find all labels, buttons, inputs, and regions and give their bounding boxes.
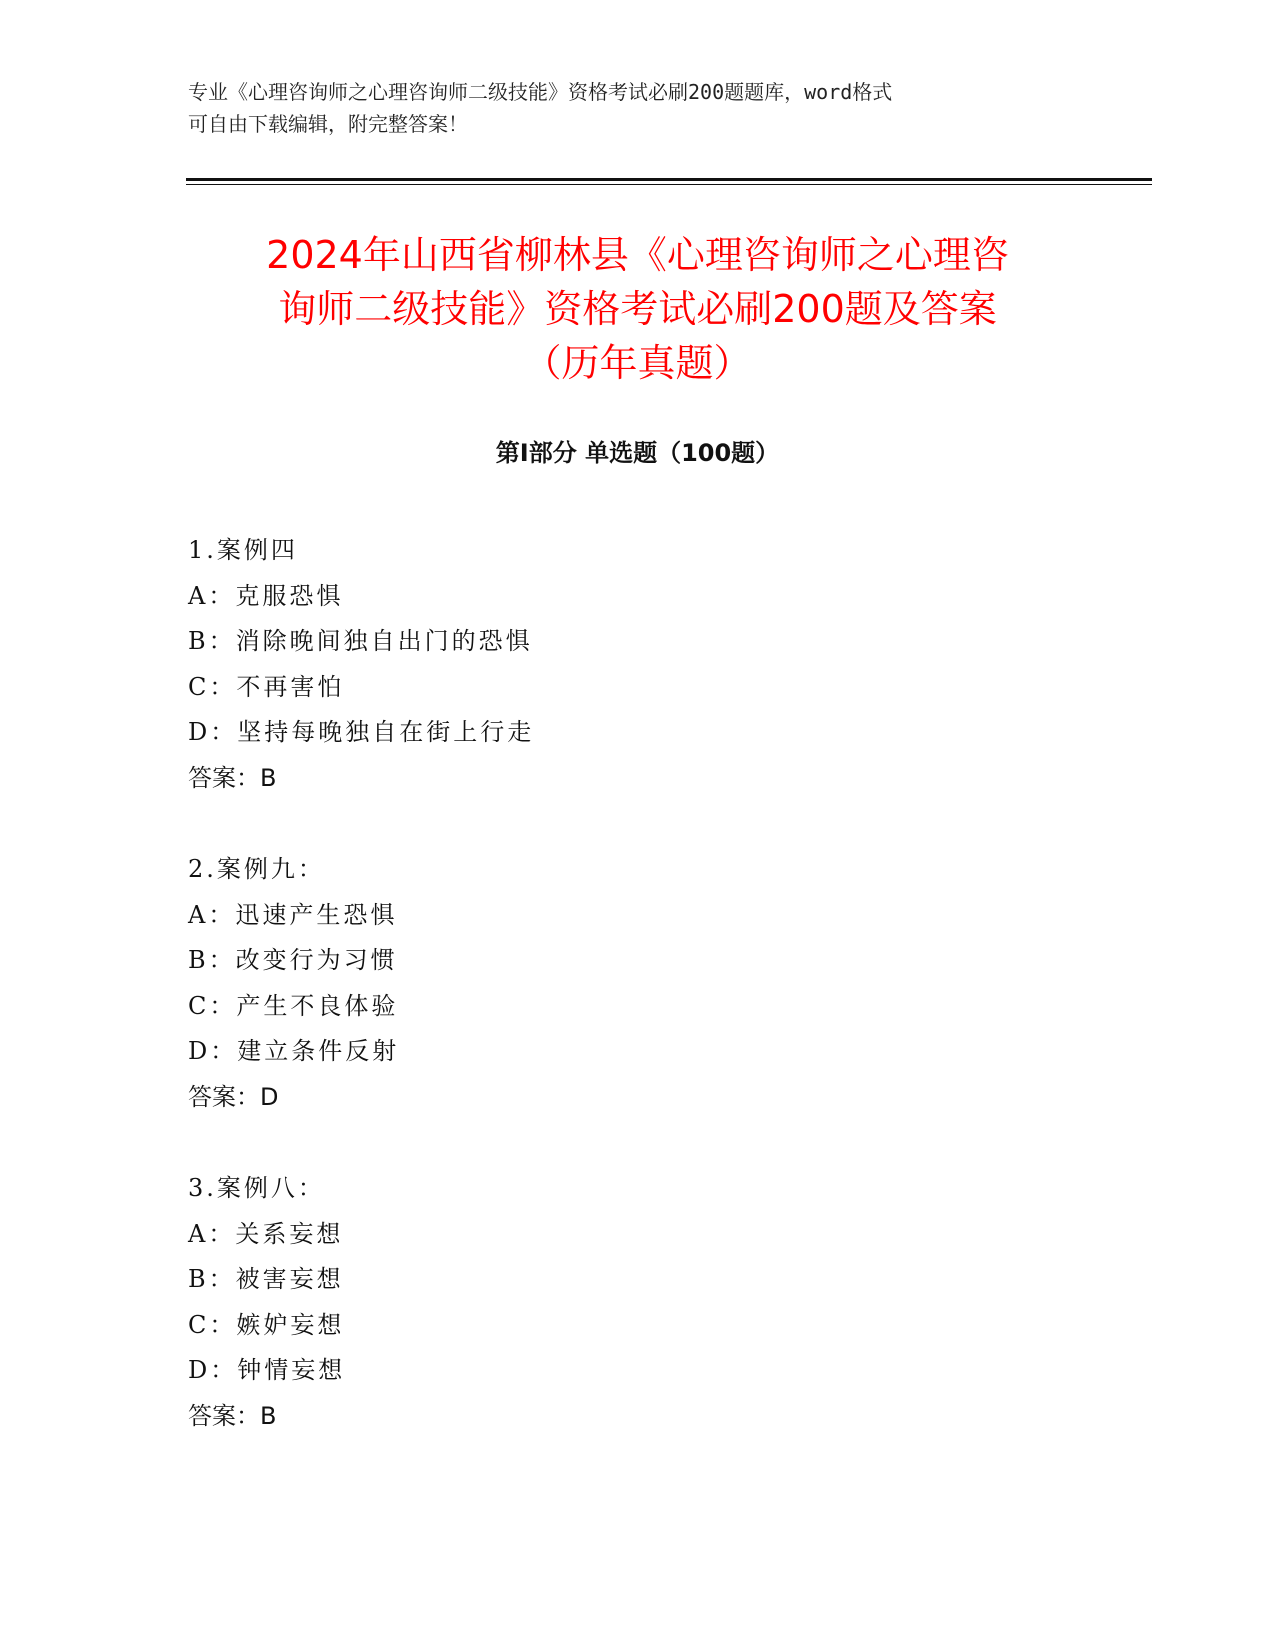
option-a: A：克服恐惧 [188, 581, 344, 610]
question-item [188, 528, 1088, 801]
question-item [188, 1166, 1088, 1439]
question-stem: 2.案例九： [188, 855, 325, 883]
document-title [150, 228, 1125, 390]
option-d: D：建立条件反射 [188, 1037, 400, 1065]
option-d: D：坚持每晚独自在街上行走 [188, 718, 535, 746]
title-line-2: 询师二级技能》资格考试必刷200题及答案 [278, 287, 997, 331]
answer-key: 答案：B [188, 763, 277, 792]
option-b: B：消除晚间独自出门的恐惧 [188, 627, 533, 655]
header-divider-thin [186, 184, 1152, 185]
option-a: A：迅速产生恐惧 [188, 900, 398, 929]
option-c: C：不再害怕 [188, 672, 345, 701]
option-b: B：被害妄想 [188, 1265, 344, 1293]
question-item [188, 847, 1088, 1120]
section-heading: 第Ⅰ部分 单选题（100题） [495, 439, 780, 467]
option-c: C：嫉妒妄想 [188, 1310, 345, 1339]
header-note [188, 76, 1068, 140]
header-note-line-1: 专业《心理咨询师之心理咨询师二级技能》资格考试必刷200题题库，word格式 [188, 80, 893, 104]
header-divider-thick [186, 178, 1152, 181]
option-d: D：钟情妄想 [188, 1356, 346, 1384]
option-a: A：关系妄想 [188, 1219, 344, 1248]
title-line-3: （历年真题） [523, 341, 752, 385]
option-b: B：改变行为习惯 [188, 946, 398, 974]
title-line-1: 2024年山西省柳林县《心理咨询师之心理咨 [266, 233, 1009, 277]
answer-key: 答案：B [188, 1401, 277, 1430]
question-stem: 1.案例四 [188, 536, 298, 564]
header-note-line-2: 可自由下载编辑，附完整答案！ [188, 112, 468, 136]
answer-key: 答案：D [188, 1082, 279, 1111]
question-stem: 3.案例八： [188, 1174, 325, 1202]
question-list [188, 528, 1088, 1485]
option-c: C：产生不良体验 [188, 991, 399, 1020]
